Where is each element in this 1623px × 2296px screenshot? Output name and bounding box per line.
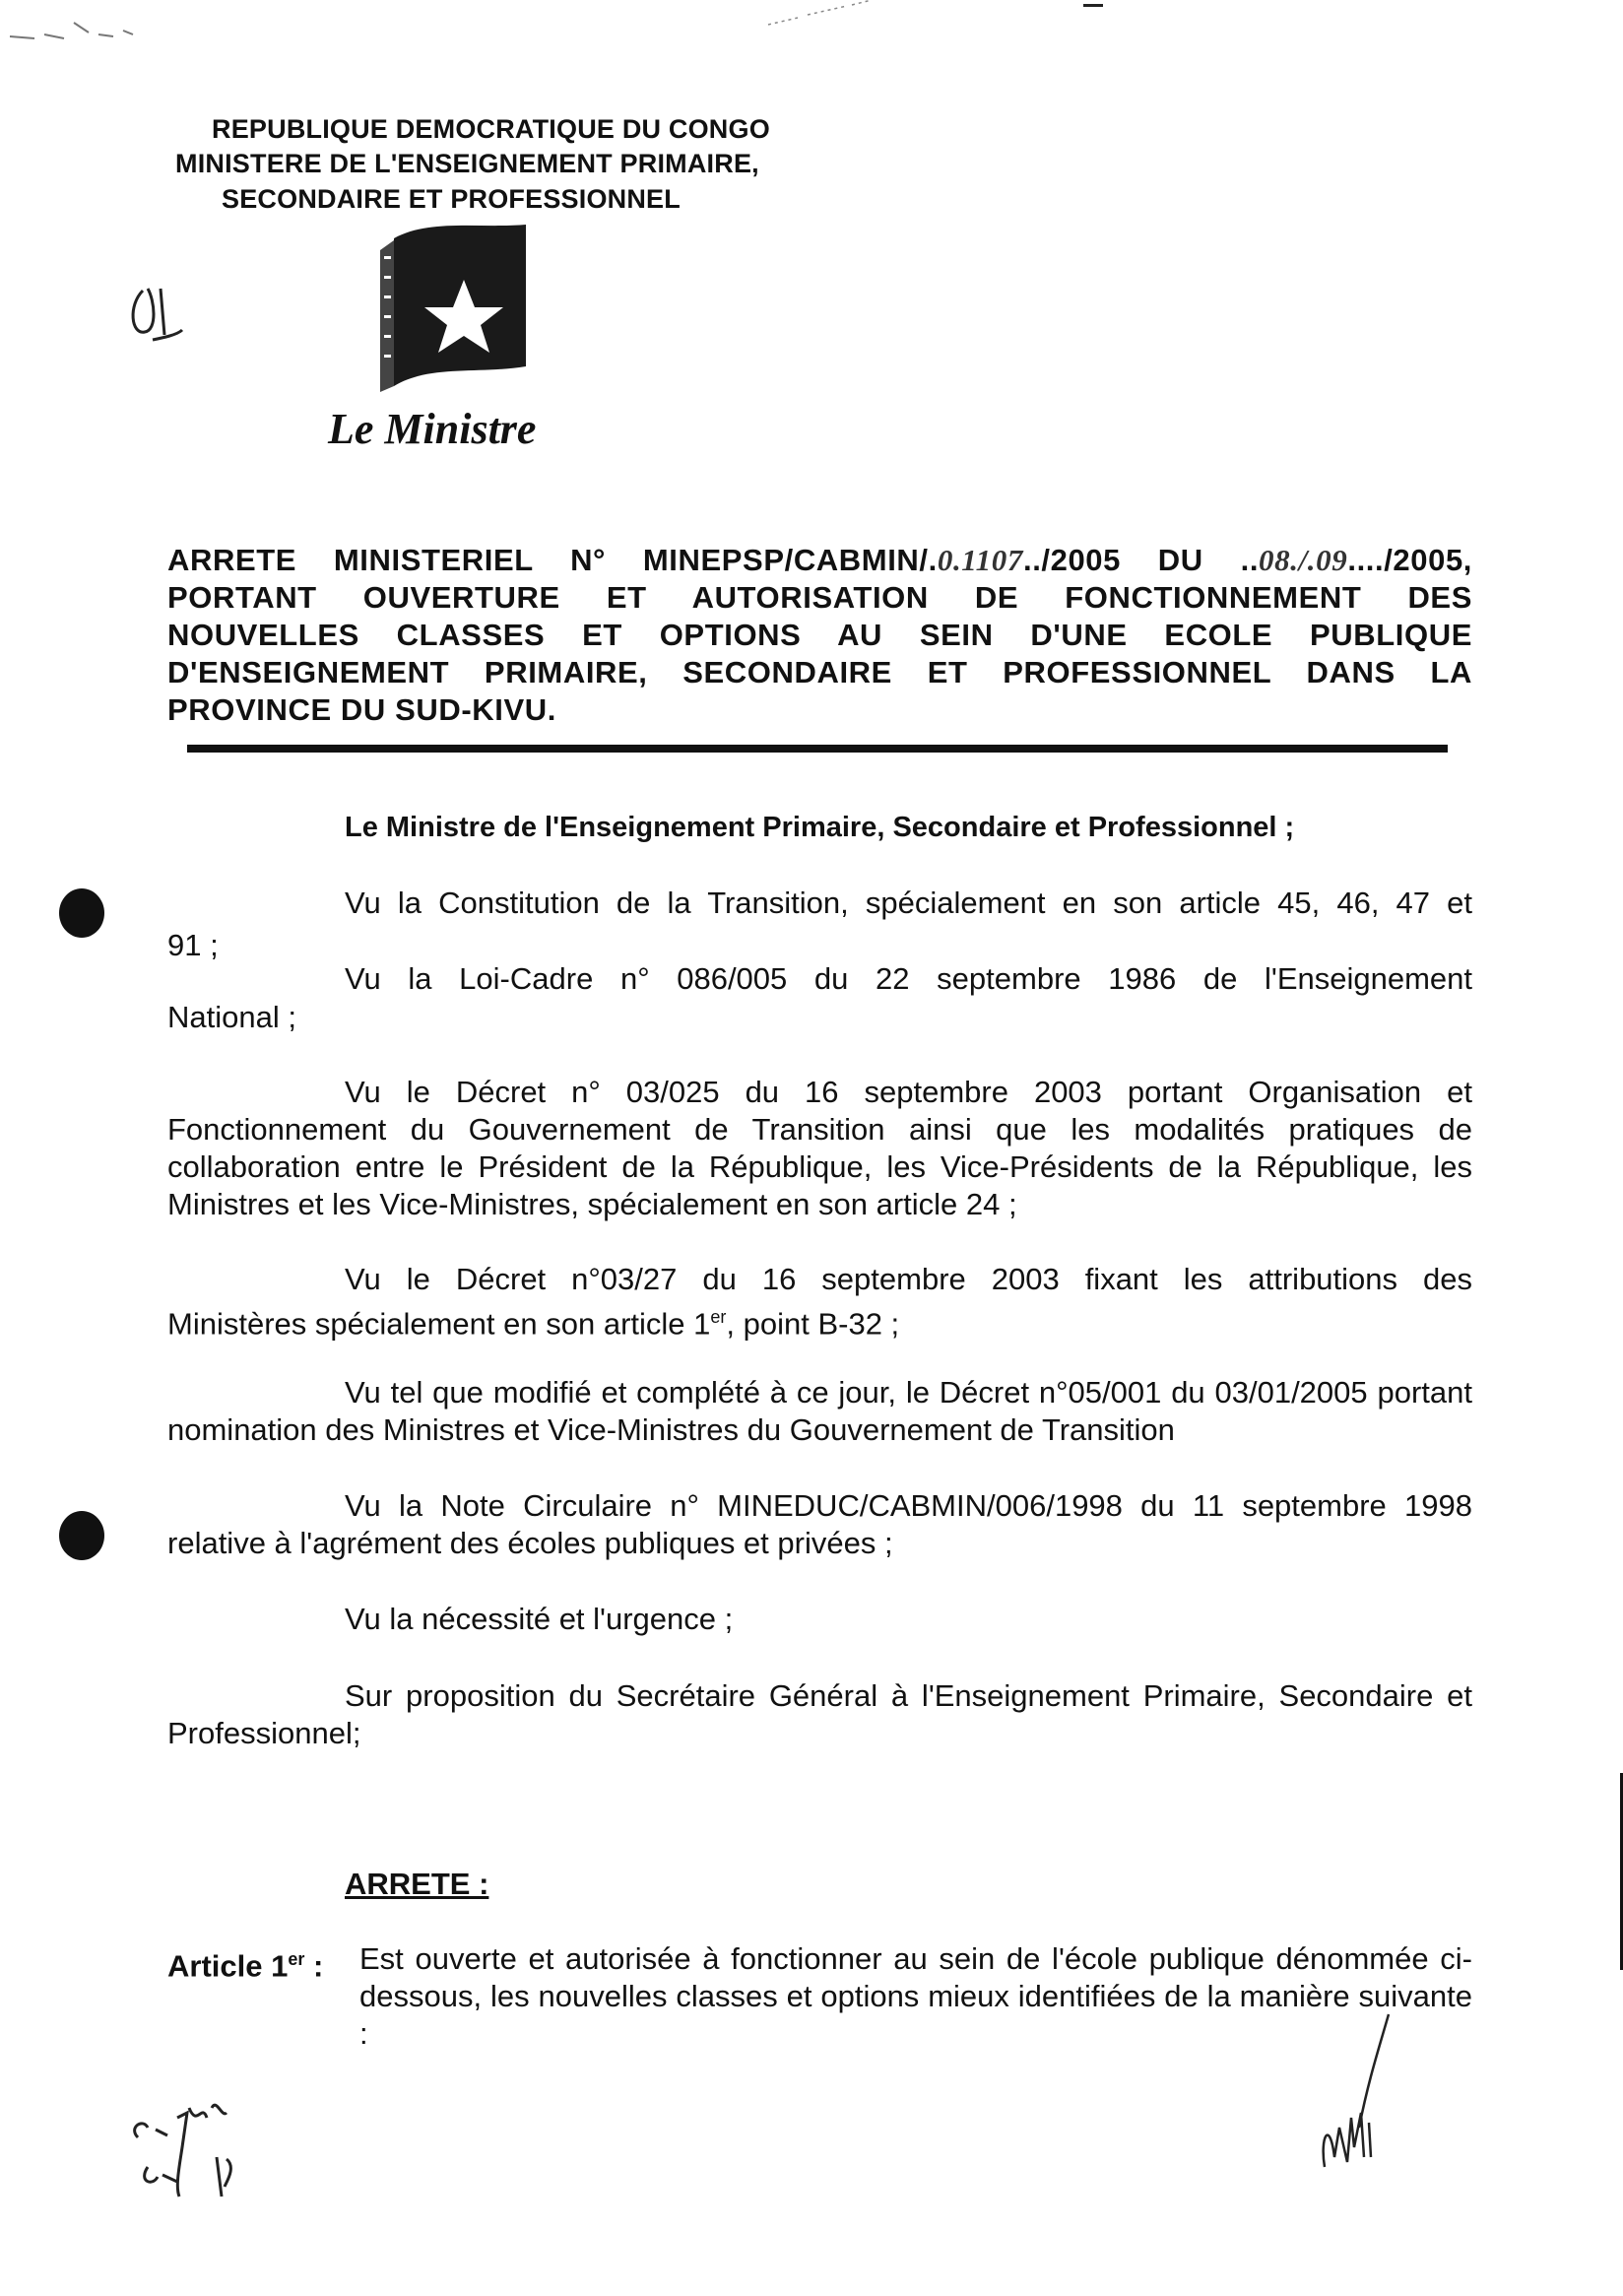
decree-title xyxy=(167,542,1472,729)
arrete-heading: ARRETE : xyxy=(345,1867,489,1901)
title-underline xyxy=(187,745,1448,753)
title-line4: D'ENSEIGNEMENT PRIMAIRE, SECONDAIRE ET PROFESSIONNEL DANS LA xyxy=(167,655,1472,689)
scan-dash xyxy=(1083,4,1103,7)
ministry-header-line1: MINISTERE DE L'ENSEIGNEMENT PRIMAIRE, xyxy=(175,149,759,178)
signature xyxy=(1310,2009,1408,2177)
handwritten-decree-date: 08./.09 xyxy=(1259,543,1348,577)
vu-decret-05-001: Vu tel que modifié et complété à ce jour, le Décret n°05/001 du 03/01/2005 portant nomination des Ministres et Vice-Ministres du Gouvernement de Transition xyxy=(167,1375,1472,1447)
vu-constitution: Vu la Constitution de la Transition, spécialement en son article 45, 46, 47 et xyxy=(345,886,1472,920)
title-line2: PORTANT OUVERTURE ET AUTORISATION DE FONCTIONNEMENT DES xyxy=(167,580,1472,615)
margin-initial xyxy=(123,281,192,350)
title-line1: ARRETE MINISTERIEL N° MINEPSP/CABMIN/.0.1107../2005 DU ..08./.09..../2005, xyxy=(167,543,1472,577)
ministry-header-line2: SECONDAIRE ET PROFESSIONNEL xyxy=(222,184,681,214)
title-line5: PROVINCE DU SUD-KIVU. xyxy=(167,692,556,727)
preamble: Le Ministre de l'Enseignement Primaire, Secondaire et Professionnel ; xyxy=(345,812,1295,843)
vu-loi-cadre: Vu la Loi-Cadre n° 086/005 du 22 septembre 1986 de l'Enseignement xyxy=(345,961,1472,996)
vu-decret-03-025: Vu le Décret n° 03/025 du 16 septembre 2003 portant Organisation et Fonctionnement du Gouvernement de Transition ainsi que les modalités pratiques de collaboration entre le Président de la République, les Vice-Présidents de la République, les Ministres et les Vice-Ministres, spécialement en son article 24 ; xyxy=(167,1075,1472,1221)
vu-decret-03-27-cont: Ministères spécialement en son article 1er, point B-32 ; xyxy=(167,1306,900,1342)
punch-hole xyxy=(59,888,104,938)
handwritten-decree-number: 0.1107 xyxy=(937,543,1023,577)
vu-necessite: Vu la nécessité et l'urgence ; xyxy=(345,1602,734,1636)
vu-decret-03-27: Vu le Décret n°03/27 du 16 septembre 2003 fixant les attributions des xyxy=(345,1262,1472,1296)
article-1-text: Est ouverte et autorisée à fonctionner au sein de l'école publique dénommée ci-dessous, les nouvelles classes et options mieux identifiées de la manière suivante : xyxy=(359,1941,1472,2051)
scan-specks xyxy=(5,15,162,44)
country-header: REPUBLIQUE DEMOCRATIQUE DU CONGO xyxy=(212,114,770,144)
punch-hole xyxy=(59,1511,104,1560)
handwritten-note xyxy=(128,2088,286,2206)
ministry-emblem-flag xyxy=(380,219,530,392)
signatory-title: Le Ministre xyxy=(328,405,537,453)
article-1-label: Article 1er : xyxy=(167,1948,324,1984)
vu-loi-cadre-cont: National ; xyxy=(167,1000,296,1034)
title-line3: NOUVELLES CLASSES ET OPTIONS AU SEIN D'UNE ECOLE PUBLIQUE xyxy=(167,618,1472,652)
vu-note-circulaire: Vu la Note Circulaire n° MINEDUC/CABMIN/006/1998 du 11 septembre 1998 relative à l'agrément des écoles publiques et privées ; xyxy=(167,1488,1472,1560)
sur-proposition: Sur proposition du Secrétaire Général à l'Enseignement Primaire, Secondaire et Professionnel; xyxy=(167,1678,1472,1750)
vu-constitution-cont: 91 ; xyxy=(167,928,219,962)
scan-specks xyxy=(758,0,876,30)
